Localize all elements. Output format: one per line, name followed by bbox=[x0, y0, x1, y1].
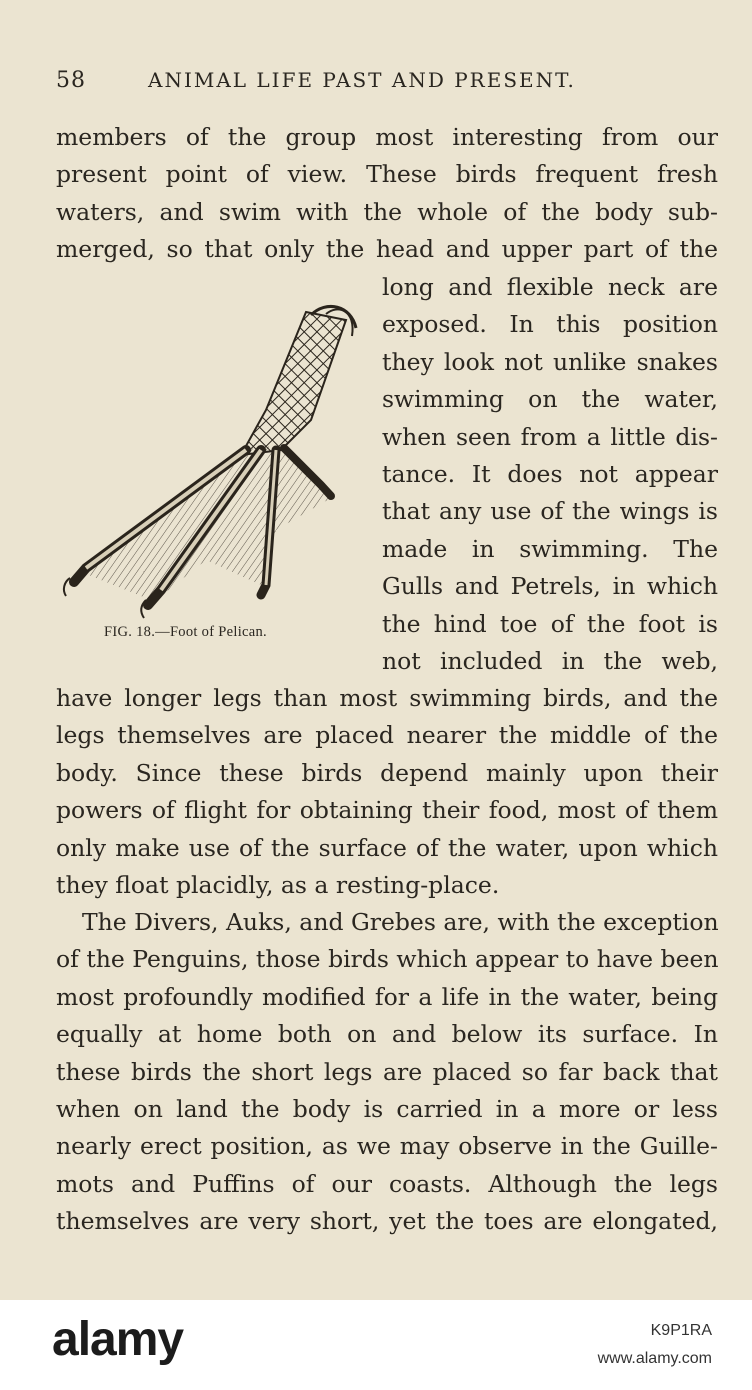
paragraph-divers bbox=[56, 904, 718, 1241]
text-line: when on land the body is carried in a more or less bbox=[56, 1094, 718, 1123]
text-line: of the Penguins, those birds which appear to have been bbox=[56, 945, 719, 974]
text-line: swimming on the water, bbox=[382, 385, 718, 414]
text-line: The Divers, Auks, and Grebes are, with the exception bbox=[82, 908, 719, 936]
text-line: these birds the short legs are placed so far back that bbox=[56, 1057, 718, 1086]
page-header bbox=[56, 62, 718, 102]
text-line: they look not unlike snakes bbox=[382, 347, 718, 376]
image-id: K9P1RA bbox=[650, 1322, 712, 1339]
text-line: waters, and swim with the whole of the body sub- bbox=[56, 197, 718, 226]
text-line: most profoundly modified for a life in the water, being bbox=[56, 982, 718, 1011]
stock-footer bbox=[0, 1300, 752, 1390]
text-line: exposed. In this position bbox=[382, 310, 718, 339]
site-link[interactable]: www.alamy.com bbox=[597, 1350, 712, 1367]
brand-logo[interactable]: alamy bbox=[52, 1313, 184, 1366]
text-line: mots and Puffins of our coasts. Although the legs bbox=[56, 1169, 718, 1198]
figure-pelican-foot bbox=[56, 300, 366, 660]
paragraph-continued bbox=[56, 680, 718, 904]
text-line: made in swimming. The bbox=[382, 534, 718, 563]
text-line: they float placidly, as a resting-place. bbox=[56, 870, 500, 899]
text-line: when seen from a little dis- bbox=[382, 422, 718, 451]
text-line: members of the group most interesting from our bbox=[56, 123, 718, 151]
text-line: tance. It does not appear bbox=[382, 459, 718, 488]
text-line: body. Since these birds depend mainly upon their bbox=[56, 758, 718, 787]
text-line: powers of flight for obtaining their food, most of them bbox=[56, 796, 718, 825]
text-line: present point of view. These birds frequent fresh bbox=[56, 160, 718, 189]
running-title: ANIMAL LIFE PAST AND PRESENT. bbox=[148, 68, 576, 92]
text-line: themselves are very short, yet the toes are elongated, bbox=[56, 1207, 718, 1236]
text-line: merged, so that only the head and upper part of the bbox=[56, 235, 718, 264]
paragraph-wrap-column bbox=[382, 269, 718, 680]
text-line: have longer legs than most swimming birds, and the bbox=[56, 684, 718, 712]
text-line: nearly erect position, as we may observe in the Guille- bbox=[56, 1132, 718, 1161]
page-number: 58 bbox=[56, 68, 86, 93]
text-line: the hind toe of the foot is bbox=[382, 609, 718, 638]
text-line: long and flexible neck are bbox=[382, 273, 718, 301]
figure-caption: FIG. 18.—Foot of Pelican. bbox=[104, 624, 267, 640]
text-line: only make use of the surface of the water, upon which bbox=[56, 833, 718, 862]
pelican-foot-illustration bbox=[56, 300, 366, 620]
text-line: legs themselves are placed nearer the middle of the bbox=[56, 721, 718, 750]
text-line: equally at home both on and below its surface. In bbox=[56, 1020, 718, 1049]
paragraph-top bbox=[56, 119, 718, 269]
text-line: not included in the web, bbox=[382, 646, 718, 675]
text-line: Gulls and Petrels, in which bbox=[382, 572, 718, 601]
text-line: that any use of the wings is bbox=[382, 497, 718, 526]
